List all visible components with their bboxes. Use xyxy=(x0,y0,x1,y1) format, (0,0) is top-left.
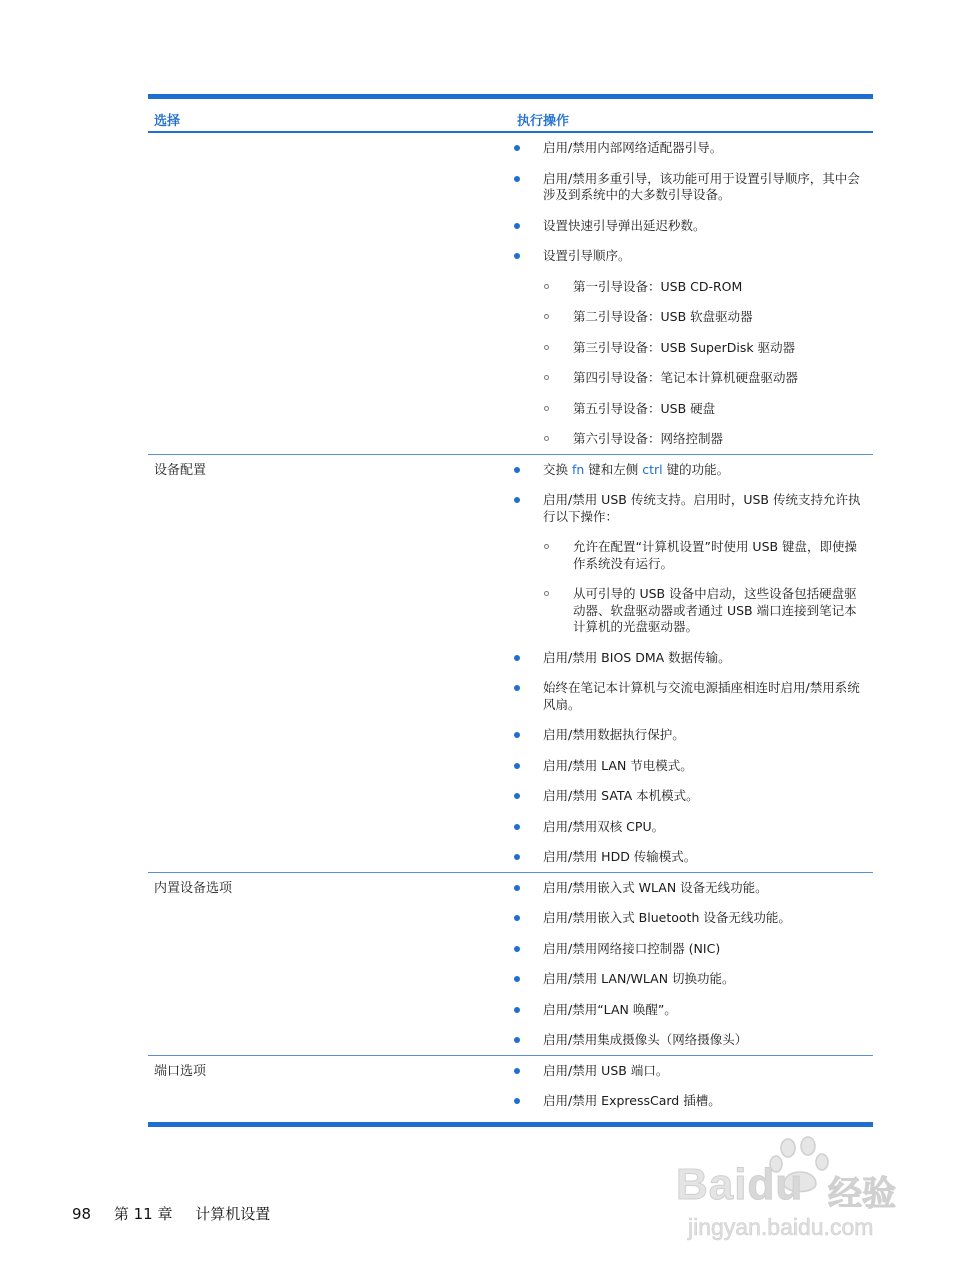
action-list xyxy=(511,133,873,454)
item-text: 第一引导设备：USB CD-ROM xyxy=(573,278,743,294)
item-text: 设置快速引导弹出延迟秒数。 xyxy=(543,217,706,233)
baidu-watermark xyxy=(676,1132,912,1252)
sub-bullet-icon xyxy=(544,345,549,350)
bullet-icon xyxy=(514,467,520,473)
action-list xyxy=(511,1056,873,1116)
sub-list-item xyxy=(511,340,873,357)
sub-bullet-icon xyxy=(544,544,549,549)
bullet-icon xyxy=(514,1037,520,1043)
list-item xyxy=(511,1032,873,1049)
list-item xyxy=(511,492,873,525)
table-body xyxy=(148,133,873,1116)
header-action: 执行操作 xyxy=(517,114,570,129)
item-text: 键的功能。 xyxy=(662,461,730,477)
watermark-brand xyxy=(676,1160,803,1210)
item-text: 始终在笔记本计算机与交流电源插座相连时启用/禁用系统风扇。 xyxy=(543,680,860,712)
bullet-icon xyxy=(514,1098,520,1104)
list-item xyxy=(511,941,873,958)
chapter-title: 计算机设置 xyxy=(195,1205,271,1223)
sub-list-item xyxy=(511,401,873,418)
sub-list-item xyxy=(511,309,873,326)
item-text: 第二引导设备：USB 软盘驱动器 xyxy=(573,309,753,324)
sub-list-item xyxy=(511,539,873,572)
option-label: 设备配置 xyxy=(154,462,207,478)
item-text: 启用/禁用内部网络适配器引导。 xyxy=(543,140,723,155)
item-text: 启用/禁用嵌入式 Bluetooth 设备无线功能。 xyxy=(543,910,791,925)
bullet-icon xyxy=(514,253,520,259)
bullet-icon xyxy=(514,915,520,921)
list-item xyxy=(511,140,873,157)
item-text: 启用/禁用集成摄像头（网络摄像头） xyxy=(543,1032,748,1047)
item-text: 启用/禁用 BIOS DMA 数据传输。 xyxy=(543,649,731,665)
item-text: 第六引导设备：网络控制器 xyxy=(573,431,724,446)
sub-list-item xyxy=(511,370,873,387)
sub-bullet-icon xyxy=(544,436,549,441)
list-item xyxy=(511,680,873,713)
watermark-url: jingyan.baidu.com xyxy=(688,1214,874,1240)
action-list xyxy=(511,455,873,872)
item-text: 启用/禁用 LAN/WLAN 切换功能。 xyxy=(543,971,735,986)
bullet-icon xyxy=(514,976,520,982)
list-item xyxy=(511,650,873,667)
list-item xyxy=(511,1063,873,1080)
option-label xyxy=(148,133,511,454)
list-item xyxy=(511,758,873,775)
item-text: 交换 xyxy=(543,461,572,477)
bullet-icon xyxy=(514,1068,520,1074)
list-item xyxy=(511,462,873,479)
page-footer xyxy=(72,1203,288,1224)
item-text: 启用/禁用 USB 端口。 xyxy=(543,1062,669,1078)
bullet-icon xyxy=(514,885,520,891)
bullet-icon xyxy=(514,655,520,661)
key-name: fn xyxy=(571,461,585,477)
list-item xyxy=(511,819,873,836)
key-name: ctrl xyxy=(642,461,663,477)
item-text: 从可引导的 USB 设备中启动，这些设备包括硬盘驱动器、软盘驱动器或者通过 USB 端口连接到笔记本计算机的光盘驱动器。 xyxy=(573,586,857,634)
list-item xyxy=(511,248,873,265)
sub-list-item xyxy=(511,586,873,636)
item-text: 设置引导顺序。 xyxy=(543,248,631,263)
list-item xyxy=(511,727,873,744)
table-row xyxy=(148,455,873,873)
list-item xyxy=(511,171,873,204)
item-text: 第四引导设备：笔记本计算机硬盘驱动器 xyxy=(573,370,799,385)
watermark-brand-b: du xyxy=(747,1160,804,1209)
list-item xyxy=(511,1093,873,1110)
sub-bullet-icon xyxy=(544,284,549,289)
item-text: 启用/禁用 ExpressCard 插槽。 xyxy=(543,1093,721,1108)
option-label: 内置设备选项 xyxy=(154,880,233,896)
settings-table xyxy=(148,94,873,1127)
bullet-icon xyxy=(514,946,520,952)
bullet-icon xyxy=(514,793,520,799)
item-text: 启用/禁用“LAN 唤醒”。 xyxy=(543,1001,677,1017)
bullet-icon xyxy=(514,1007,520,1013)
watermark-brand-a: Bai xyxy=(676,1160,748,1209)
item-text: 启用/禁用嵌入式 WLAN 设备无线功能。 xyxy=(543,879,768,895)
table-row xyxy=(148,873,873,1056)
bullet-icon xyxy=(514,223,520,229)
chapter-label: 第 11 章 xyxy=(113,1205,173,1223)
item-text: 键和左侧 xyxy=(584,461,643,477)
bullet-icon xyxy=(514,176,520,182)
sub-list-item xyxy=(511,431,873,448)
item-text: 启用/禁用 LAN 节电模式。 xyxy=(543,757,693,773)
bullet-icon xyxy=(514,685,520,691)
header-select: 选择 xyxy=(154,114,181,129)
bullet-icon xyxy=(514,497,520,503)
page-number: 98 xyxy=(72,1205,92,1223)
sub-list-item xyxy=(511,279,873,296)
table-header xyxy=(148,99,873,133)
list-item xyxy=(511,788,873,805)
bullet-icon xyxy=(514,824,520,830)
watermark-cn: 经验 xyxy=(828,1174,896,1214)
table-row xyxy=(148,1056,873,1116)
bullet-icon xyxy=(514,763,520,769)
option-label: 端口选项 xyxy=(154,1063,207,1079)
list-item xyxy=(511,218,873,235)
item-text: 启用/禁用多重引导，该功能可用于设置引导顺序，其中会涉及到系统中的大多数引导设备。 xyxy=(543,170,860,202)
item-text: 启用/禁用双核 CPU。 xyxy=(543,818,665,834)
item-text: 启用/禁用数据执行保护。 xyxy=(543,727,685,742)
list-item xyxy=(511,910,873,927)
sub-bullet-icon xyxy=(544,591,549,596)
item-text: 启用/禁用 USB 传统支持。启用时，USB 传统支持允许执行以下操作： xyxy=(543,492,861,524)
sub-bullet-icon xyxy=(544,375,549,380)
table-bottom-rule xyxy=(148,1122,873,1127)
item-text: 启用/禁用网络接口控制器 (NIC) xyxy=(543,940,721,956)
item-text: 启用/禁用 HDD 传输模式。 xyxy=(543,849,697,864)
item-text: 第五引导设备：USB 硬盘 xyxy=(573,400,716,416)
bullet-icon xyxy=(514,145,520,151)
item-text: 启用/禁用 SATA 本机模式。 xyxy=(543,788,699,803)
bullet-icon xyxy=(514,854,520,860)
bullet-icon xyxy=(514,732,520,738)
sub-bullet-icon xyxy=(544,406,549,411)
list-item xyxy=(511,1002,873,1019)
list-item xyxy=(511,971,873,988)
item-text: 允许在配置“计算机设置”时使用 USB 键盘，即使操作系统没有运行。 xyxy=(573,539,858,571)
item-text: 第三引导设备：USB SuperDisk 驱动器 xyxy=(573,339,796,355)
list-item xyxy=(511,849,873,866)
list-item xyxy=(511,880,873,897)
sub-bullet-icon xyxy=(544,314,549,319)
table-row xyxy=(148,133,873,455)
action-list xyxy=(511,873,873,1055)
